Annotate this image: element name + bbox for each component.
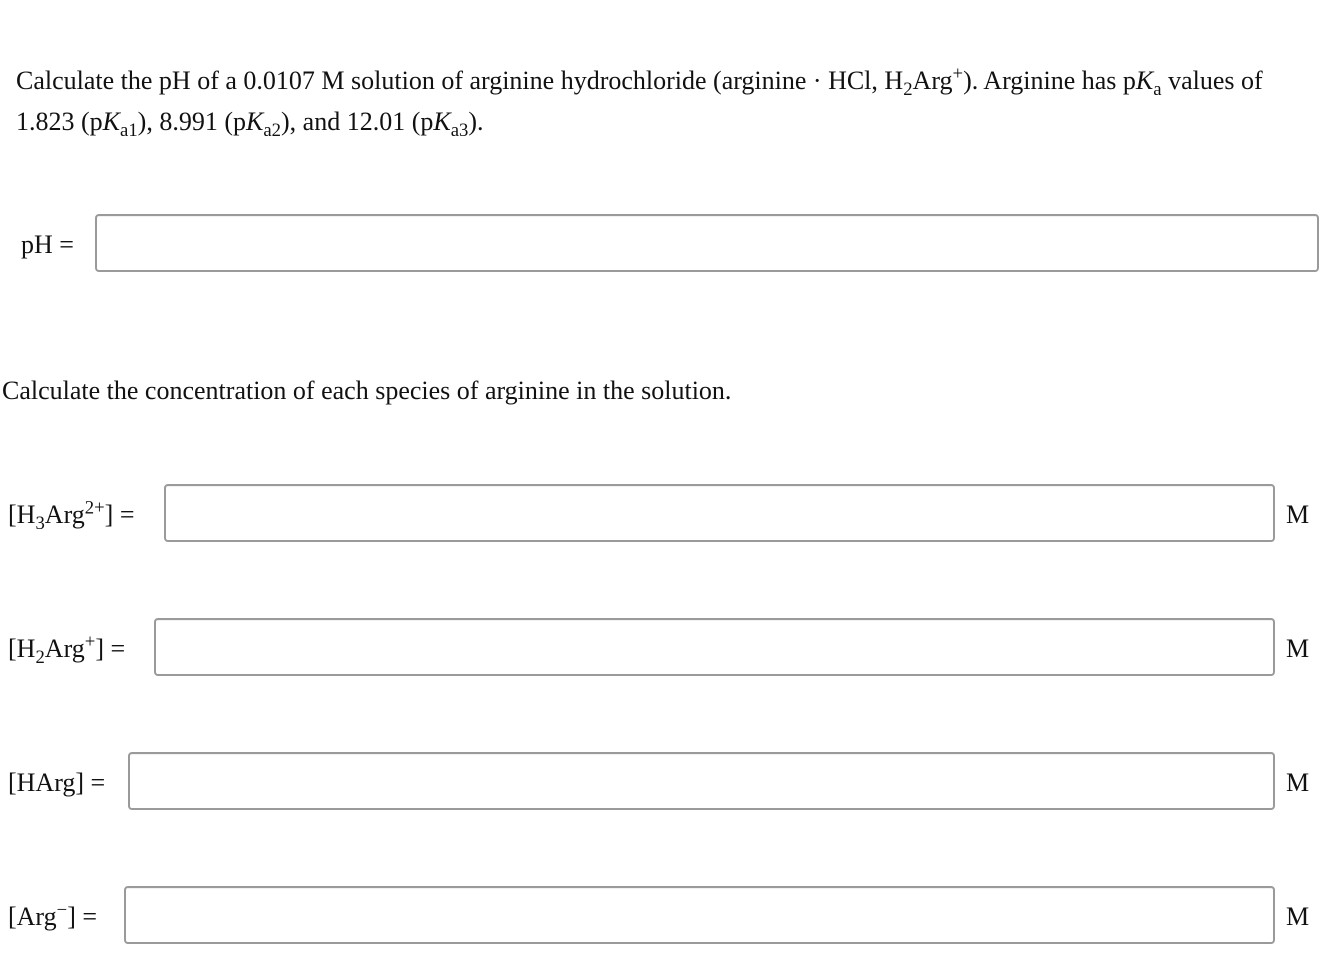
label-part: Arg [44, 500, 85, 529]
h3arg-label [8, 484, 135, 546]
question-text-part: values of 1.823 (p [16, 66, 1263, 136]
k-symbol: K [433, 107, 451, 136]
subscript: a [1153, 79, 1162, 101]
arg-label [8, 886, 97, 948]
k-symbol: K [246, 107, 264, 136]
ph-row [0, 214, 1344, 276]
h2arg-row [0, 618, 1344, 680]
label-part: [Arg [8, 902, 57, 931]
label-part: Arg [44, 634, 85, 663]
arg-input[interactable] [124, 886, 1275, 944]
superscript: + [84, 631, 96, 653]
unit-label: M [1286, 634, 1310, 663]
unit-label: M [1286, 768, 1310, 797]
subscript: 2 [903, 79, 913, 101]
label-part: ] = [104, 500, 135, 529]
subscript: 3 [35, 513, 45, 535]
subscript: 2 [35, 647, 45, 669]
label-part: [H [8, 500, 36, 529]
label-part: ] = [67, 902, 98, 931]
question-text [16, 60, 1326, 142]
arg-row [0, 886, 1344, 948]
question-text-part: Calculate the pH of a 0.0107 M solution of arginine hydrochloride (arginine · HCl, H [16, 66, 904, 95]
h3arg-row [0, 484, 1344, 546]
question-text-part: Arg [912, 66, 953, 95]
unit-label: M [1286, 902, 1310, 931]
h2arg-input[interactable] [154, 618, 1275, 676]
question-text-part: ), 8.991 (p [137, 107, 246, 136]
superscript: + [952, 63, 964, 85]
question-text-part: ), and 12.01 (p [281, 107, 434, 136]
unit-label: M [1286, 500, 1310, 529]
superscript: − [56, 899, 68, 921]
h3arg-input[interactable] [164, 484, 1275, 542]
k-symbol: K [1135, 66, 1154, 95]
question-text-part: ). [468, 107, 484, 136]
label-part: ] = [95, 634, 126, 663]
h2arg-label [8, 618, 125, 680]
harg-row [0, 752, 1344, 814]
question-2-text: Calculate the concentration of each species of arginine in the solution. [2, 376, 732, 405]
ph-input[interactable] [95, 214, 1319, 272]
harg-input[interactable] [128, 752, 1275, 810]
ph-label: pH = [21, 230, 74, 259]
harg-label: [HArg] = [8, 768, 106, 797]
superscript: 2+ [84, 497, 105, 519]
question-text-part: ). Arginine has p [963, 66, 1136, 95]
subscript: a3 [450, 120, 469, 142]
label-part: [H [8, 634, 36, 663]
subscript: a2 [263, 120, 281, 142]
k-symbol: K [102, 107, 121, 136]
subscript: a1 [120, 120, 138, 142]
